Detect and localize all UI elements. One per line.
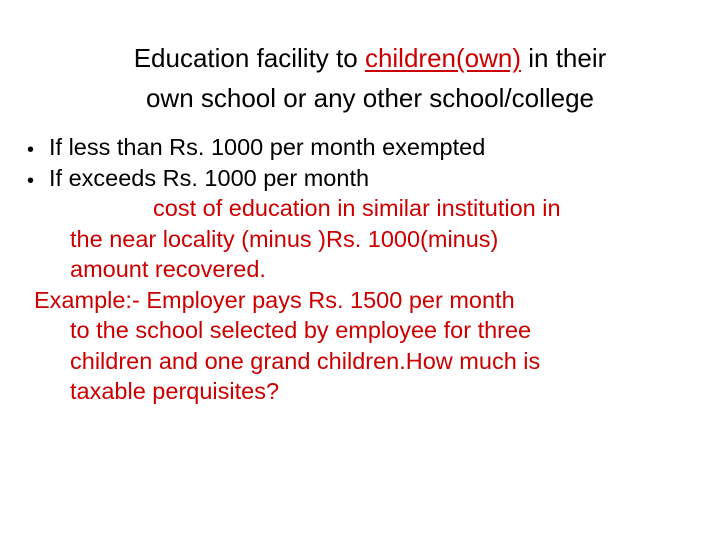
example-line-1: Example:- Employer pays Rs. 1500 per month: [34, 286, 515, 313]
title-text-end: in their: [521, 43, 607, 73]
example-line-3: children and one grand children.How much is: [70, 347, 541, 374]
title-text-start: Education facility to: [133, 43, 365, 73]
bullet-item-2: If exceeds Rs. 1000 per month: [49, 164, 370, 191]
title-line-2: own school or any other school/college: [145, 83, 595, 113]
bullet-marker-2: •: [27, 169, 35, 192]
title-line-1: [40, 38, 700, 78]
example-line-4: taxable perquisites?: [70, 378, 280, 404]
example-line-2: to the school selected by employee for three: [70, 317, 532, 343]
bullet-item-1: If less than Rs. 1000 per month exempted: [49, 134, 486, 160]
formula-line-3: amount recovered.: [70, 256, 266, 282]
title-accent-link: children(own): [364, 43, 522, 73]
formula-line-2: the near locality (minus )Rs. 1000(minus): [70, 225, 499, 252]
bullet-marker-1: •: [27, 139, 35, 161]
formula-line-1: cost of education in similar institution in: [153, 195, 561, 221]
slide-title: [40, 38, 700, 118]
